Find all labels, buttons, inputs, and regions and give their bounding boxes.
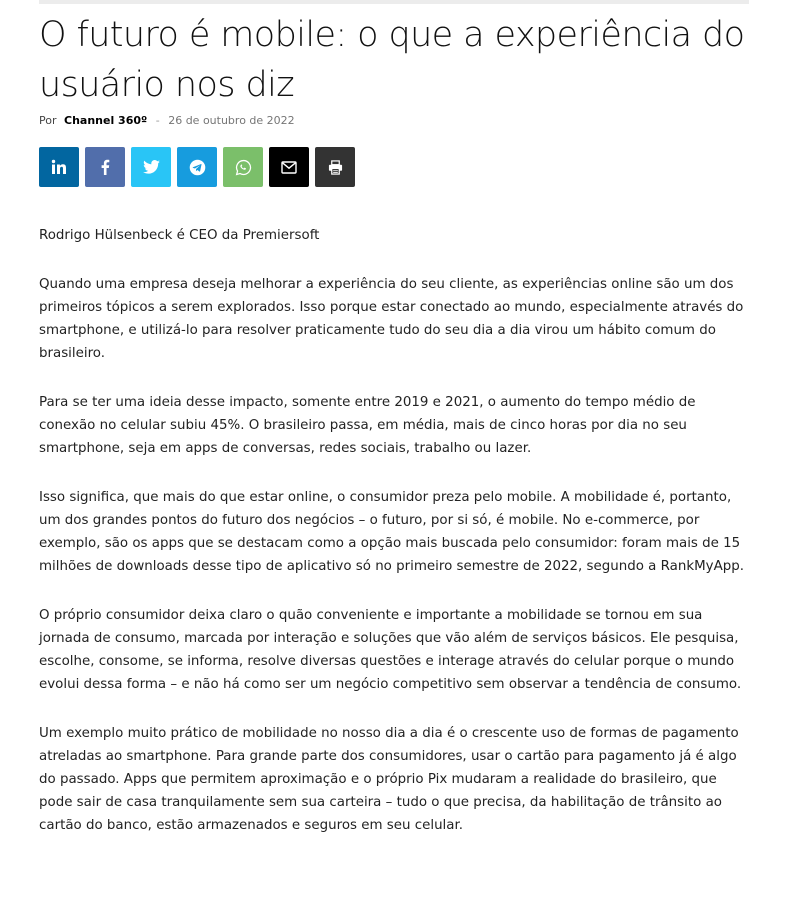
- body-paragraph: Isso significa, que mais do que estar online, o consumidor preza pelo mobile. A mobilidade é, portanto, um dos grandes pontos do futuro dos negócios – o futuro, por si só, é mobile. No e-commerce, por exemplo, são os apps que se destacam como a opção mais buscada pelo consumidor: foram mais de 15 milhões de downloads desse tipo de aplicativo só no primeiro semestre de 2022, segundo a RankMyApp.: [39, 490, 744, 574]
- linkedin-icon: [51, 159, 67, 175]
- share-bar: [39, 147, 355, 187]
- share-whatsapp-button[interactable]: [223, 147, 263, 187]
- article-meta: [39, 114, 295, 127]
- body-paragraph: Para se ter uma ideia desse impacto, somente entre 2019 e 2021, o aumento do tempo médio de conexão no celular subiu 45%. O brasileiro passa, em média, mais de cinco horas por dia no seu smartphone, seja em apps de conversas, redes sociais, trabalho ou lazer.: [39, 395, 696, 456]
- share-email-button[interactable]: [269, 147, 309, 187]
- share-twitter-button[interactable]: [131, 147, 171, 187]
- print-icon: [328, 160, 343, 175]
- top-divider: [39, 0, 749, 4]
- by-label: Por: [39, 114, 57, 127]
- facebook-icon: [100, 159, 110, 175]
- share-linkedin-button[interactable]: [39, 147, 79, 187]
- meta-separator: -: [155, 114, 160, 127]
- whatsapp-icon: [235, 159, 252, 176]
- author-link[interactable]: Channel 360º: [64, 114, 148, 127]
- share-telegram-button[interactable]: [177, 147, 217, 187]
- twitter-icon: [143, 160, 160, 174]
- body-paragraph: Um exemplo muito prático de mobilidade no nosso dia a dia é o crescente uso de formas de pagamento atreladas ao smartphone. Para grande parte dos consumidores, usar o cartão para pagamento já é algo do passado. Apps que permitem aproximação e o próprio Pix mudaram a realidade do brasileiro, que pode sair de casa tranquilamente sem sua carteira – tudo o que precisa, da habilitação de trânsito ao cartão do banco, estão armazenados e seguros em seu celular.: [39, 726, 739, 833]
- share-facebook-button[interactable]: [85, 147, 125, 187]
- article-body: [39, 224, 744, 863]
- share-print-button[interactable]: [315, 147, 355, 187]
- publish-date: 26 de outubro de 2022: [168, 114, 295, 127]
- body-paragraph: O próprio consumidor deixa claro o quão conveniente e importante a mobilidade se tornou em sua jornada de consumo, marcada por interação e soluções que vão além de serviços básicos. Ele pesquisa, escolhe, consome, se informa, resolve diversas questões e interage através do celular porque o mundo evolui dessa forma – e não há como ser um negócio competitivo sem observar a tendência de consumo.: [39, 608, 742, 692]
- article-title: O futuro é mobile: o que a experiência do usuário nos diz: [39, 15, 745, 105]
- telegram-icon: [189, 159, 206, 176]
- author-note-paragraph: Rodrigo Hülsenbeck é CEO da Premiersoft: [39, 228, 320, 243]
- body-paragraph: Quando uma empresa deseja melhorar a experiência do seu cliente, as experiências online são um dos primeiros tópicos a serem explorados. Isso porque estar conectado ao mundo, especialmente através do smartphone, e utilizá-lo para resolver praticamente tudo do seu dia a dia virou um hábito comum do brasileiro.: [39, 277, 744, 361]
- email-icon: [281, 161, 297, 174]
